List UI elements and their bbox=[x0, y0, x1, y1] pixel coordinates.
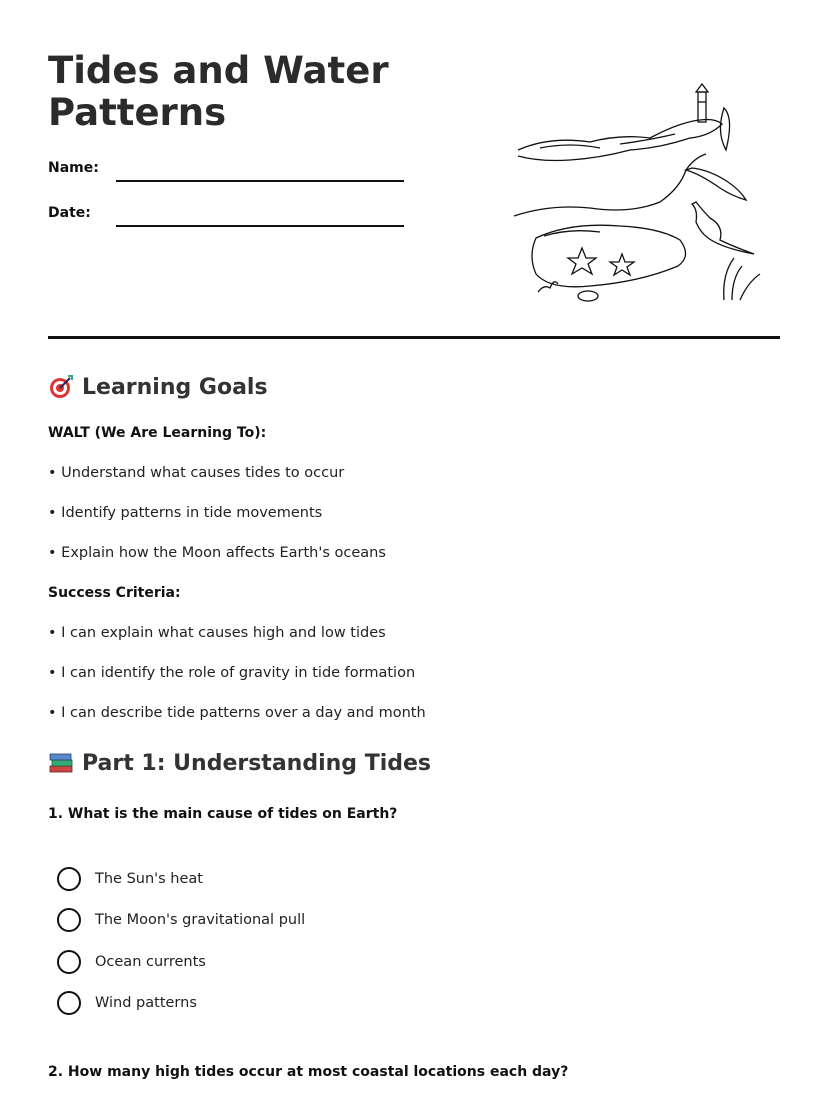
lighthouse-icon bbox=[698, 92, 706, 122]
starfish-icon-2 bbox=[610, 254, 634, 275]
seaweed-icon bbox=[724, 258, 760, 300]
target-icon bbox=[48, 374, 74, 400]
option-label: The Sun's heat bbox=[95, 871, 203, 887]
question-1: 1. What is the main cause of tides on Earth? bbox=[48, 806, 398, 822]
walt-item: • Identify patterns in tide movements bbox=[48, 505, 323, 521]
question-2: 2. How many high tides occur at most coastal locations each day? bbox=[48, 1064, 569, 1080]
option-label: The Moon's gravitational pull bbox=[95, 912, 306, 928]
success-criteria-heading: Success Criteria: bbox=[48, 585, 181, 601]
q1-option[interactable] bbox=[57, 867, 203, 891]
learning-goals-title: Learning Goals bbox=[82, 374, 268, 400]
page-title: Tides and Water Patterns bbox=[48, 49, 389, 134]
books-icon bbox=[48, 750, 74, 776]
header-divider bbox=[48, 336, 780, 339]
part1-title: Part 1: Understanding Tides bbox=[82, 750, 432, 776]
kangaroo-icon bbox=[692, 202, 754, 254]
name-field[interactable] bbox=[116, 180, 404, 182]
walt-item: • Understand what causes tides to occur bbox=[48, 465, 345, 481]
option-label: Wind patterns bbox=[95, 995, 197, 1011]
name-label: Name: bbox=[48, 160, 99, 176]
surfboard-icon bbox=[720, 108, 729, 150]
learning-goals-heading bbox=[48, 374, 268, 400]
q1-option[interactable] bbox=[57, 950, 206, 974]
date-field[interactable] bbox=[116, 225, 404, 227]
success-item: • I can describe tide patterns over a day and month bbox=[48, 705, 426, 721]
radio-button[interactable] bbox=[57, 950, 81, 974]
date-label: Date: bbox=[48, 205, 91, 221]
starfish-icon bbox=[568, 248, 596, 274]
whale-icon bbox=[686, 168, 746, 200]
q1-option[interactable] bbox=[57, 908, 305, 932]
walt-heading: WALT (We Are Learning To): bbox=[48, 425, 267, 441]
radio-button[interactable] bbox=[57, 991, 81, 1015]
walt-item: • Explain how the Moon affects Earth's oceans bbox=[48, 545, 386, 561]
part1-heading bbox=[48, 750, 431, 776]
radio-button[interactable] bbox=[57, 867, 81, 891]
success-item: • I can identify the role of gravity in tide formation bbox=[48, 665, 416, 681]
radio-button[interactable] bbox=[57, 908, 81, 932]
coastal-scene-illustration bbox=[510, 78, 780, 308]
option-label: Ocean currents bbox=[95, 954, 206, 970]
success-item: • I can explain what causes high and low tides bbox=[48, 625, 386, 641]
q1-option[interactable] bbox=[57, 991, 197, 1015]
rock-pool-icon bbox=[532, 225, 686, 287]
